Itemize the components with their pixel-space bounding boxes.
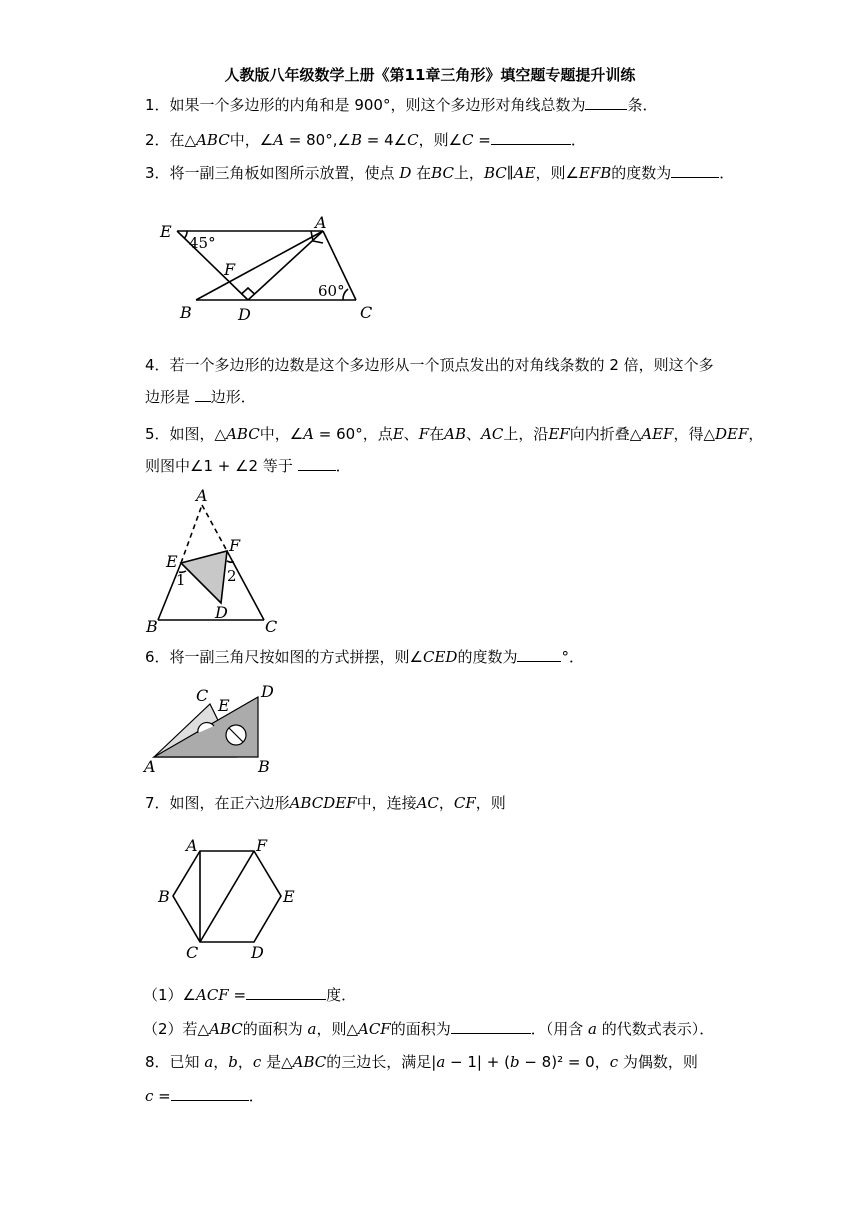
answer-blank-2[interactable] bbox=[491, 130, 571, 145]
fig7-E: E bbox=[283, 887, 295, 906]
q7-cf: CF bbox=[453, 794, 476, 812]
fig7-C: C bbox=[186, 943, 199, 962]
q8-t5: 的三边长，满足| bbox=[326, 1053, 437, 1071]
fig5-two: 2 bbox=[227, 567, 237, 585]
q7s1-t3: 度． bbox=[326, 986, 357, 1004]
q2-t1: 在△ bbox=[169, 131, 197, 149]
answer-blank-8[interactable] bbox=[171, 1086, 249, 1101]
q2-t3: = 80°,∠ bbox=[284, 131, 351, 149]
q3-num: 3． bbox=[145, 164, 170, 182]
fig3-E: E bbox=[160, 222, 172, 241]
q5-t5: 在 bbox=[429, 425, 445, 443]
q5-t6: 、 bbox=[465, 425, 481, 443]
q7-num: 7． bbox=[145, 794, 170, 812]
q8-b: b bbox=[228, 1053, 238, 1071]
fig5-C: C bbox=[265, 617, 278, 636]
figure-3-triangle-boards bbox=[150, 212, 390, 327]
answer-blank-6[interactable] bbox=[517, 647, 561, 662]
question-5-line-2 bbox=[145, 455, 725, 477]
fig3-B: B bbox=[180, 303, 192, 322]
q5-line2b: ． bbox=[335, 457, 351, 475]
q5-t10: ， bbox=[748, 425, 764, 443]
question-3 bbox=[145, 162, 735, 184]
q8-expr1: a bbox=[436, 1053, 446, 1071]
q8-t3: ， bbox=[237, 1053, 253, 1071]
q8-c2: c bbox=[609, 1053, 619, 1071]
q8-num: 8． bbox=[145, 1053, 170, 1071]
question-7 bbox=[145, 792, 725, 814]
answer-blank-4[interactable] bbox=[195, 387, 211, 402]
q8-t2: ， bbox=[213, 1053, 229, 1071]
q6-t2: 的度数为 bbox=[457, 648, 518, 666]
q7s2-a: a bbox=[307, 1020, 317, 1038]
fig6-A: A bbox=[144, 757, 156, 776]
q8-expr2: b bbox=[509, 1053, 520, 1071]
q7s2-t4: 的面积为 bbox=[390, 1020, 451, 1038]
question-8-line-2: c = ． bbox=[145, 1087, 264, 1105]
q5-num: 5． bbox=[145, 425, 170, 443]
q3-t6: ． bbox=[719, 164, 735, 182]
q5-t9: ，得△ bbox=[673, 425, 715, 443]
q2-t6: = bbox=[473, 131, 491, 149]
q7s2-t1: （2）若△ bbox=[143, 1020, 210, 1038]
fig7-A: A bbox=[186, 836, 198, 855]
q1-t1: 如果一个多边形的内角和是 900°，则这个多边形对角线总数为 bbox=[169, 96, 586, 114]
q7-t1: 如图，在正六边形 bbox=[169, 794, 290, 812]
q8-abc: ABC bbox=[292, 1053, 327, 1071]
fig3-A: A bbox=[315, 213, 327, 232]
fig3-F: F bbox=[224, 260, 236, 279]
q4-line2b: 边形． bbox=[210, 388, 256, 406]
q7s2-t5: ．（用含 bbox=[530, 1020, 589, 1038]
q7-t3: ， bbox=[438, 794, 454, 812]
q5-line2a: 则图中∠1 + ∠2 等于 bbox=[145, 457, 298, 475]
q5-ab: AB bbox=[444, 425, 466, 443]
page-title: 人教版八年级数学上册《第11章三角形》填空题专题提升训练 bbox=[224, 66, 636, 84]
question-7-part-2 bbox=[143, 1018, 723, 1040]
q7s1-t1: （1）∠ bbox=[143, 986, 196, 1004]
q7s2-abc: ABC bbox=[209, 1020, 243, 1038]
q3-t3: 上， bbox=[453, 164, 484, 182]
q5-e: E bbox=[392, 425, 404, 443]
fig7-F: F bbox=[256, 836, 268, 855]
question-4-line-1: 4．若一个多边形的边数是这个多边形从一个顶点发出的对角线条数的 2 倍，则这个多 bbox=[145, 356, 714, 374]
fig7-D: D bbox=[251, 943, 264, 962]
q7-t4: ，则 bbox=[475, 794, 506, 812]
q4-line2a: 边形是 bbox=[145, 388, 195, 406]
answer-blank-3[interactable] bbox=[671, 163, 719, 178]
fig5-D: D bbox=[215, 603, 228, 622]
q8-t4: 是△ bbox=[261, 1053, 293, 1071]
question-1 bbox=[145, 94, 725, 116]
q7s2-t6: 的代数式表示）． bbox=[596, 1020, 715, 1038]
q2-a: A bbox=[273, 131, 285, 149]
q2-t4: = 4∠ bbox=[361, 131, 408, 149]
answer-blank-7-2[interactable] bbox=[451, 1019, 531, 1034]
figure-6-set-squares bbox=[140, 682, 290, 777]
fig6-E: E bbox=[218, 696, 230, 715]
fig3-D: D bbox=[238, 305, 251, 324]
question-4-line-2 bbox=[145, 386, 725, 408]
figure-5-folded-triangle bbox=[140, 485, 290, 635]
q2-c: C bbox=[407, 131, 419, 149]
q6-t3: °． bbox=[561, 648, 584, 666]
q3-t1: 将一副三角板如图所示放置，使点 bbox=[169, 164, 400, 182]
q5-t4: 、 bbox=[403, 425, 419, 443]
fig6-D: D bbox=[261, 682, 274, 701]
q5-ac: AC bbox=[481, 425, 504, 443]
question-8-line-1 bbox=[145, 1051, 725, 1073]
q8-t1: 已知 bbox=[169, 1053, 205, 1071]
q5-t7: 上，沿 bbox=[503, 425, 549, 443]
answer-blank-1[interactable] bbox=[585, 95, 627, 110]
fig7-B: B bbox=[158, 887, 170, 906]
q5-t2: 中，∠ bbox=[259, 425, 304, 443]
q2-abc: ABC bbox=[196, 131, 230, 149]
q8-line2a: c bbox=[145, 1087, 154, 1105]
q7-t2: 中，连接 bbox=[356, 794, 417, 812]
fig3-a45: 45° bbox=[189, 234, 216, 252]
question-5-line-1 bbox=[145, 423, 764, 445]
fig5-F: F bbox=[229, 536, 241, 555]
q6-t1: 将一副三角尺按如图的方式拼摆，则∠ bbox=[169, 648, 423, 666]
q3-efb: EFB bbox=[578, 164, 612, 182]
q8-t7: − 8)² = 0， bbox=[519, 1053, 610, 1071]
figure-7-regular-hexagon bbox=[150, 832, 300, 962]
q7s2-t2: 的面积为 bbox=[242, 1020, 308, 1038]
fig5-B: B bbox=[146, 617, 158, 636]
q5-t1: 如图，△ bbox=[169, 425, 227, 443]
q3-bc: BC bbox=[431, 164, 454, 182]
q8-c: c bbox=[252, 1053, 262, 1071]
q3-t2: 在 bbox=[411, 164, 432, 182]
q1-num: 1． bbox=[145, 96, 170, 114]
q2-num: 2． bbox=[145, 131, 170, 149]
fig3-a60: 60° bbox=[318, 282, 345, 300]
q8-line2b: = bbox=[153, 1087, 171, 1105]
q3-d: D bbox=[399, 164, 412, 182]
q5-f: F bbox=[418, 425, 430, 443]
q2-c2: C bbox=[462, 131, 474, 149]
q7s1-acf: ACF bbox=[196, 986, 229, 1004]
question-2 bbox=[145, 129, 725, 151]
fig5-one: 1 bbox=[176, 571, 186, 589]
q2-t2: 中，∠ bbox=[229, 131, 274, 149]
q7-ac: AC bbox=[416, 794, 439, 812]
answer-blank-5[interactable] bbox=[298, 456, 336, 471]
q6-ced: CED bbox=[423, 648, 458, 666]
fig5-E: E bbox=[166, 552, 178, 571]
q2-t5: ，则∠ bbox=[418, 131, 463, 149]
q8-a: a bbox=[204, 1053, 214, 1071]
question-6 bbox=[145, 646, 725, 668]
answer-blank-7-1[interactable] bbox=[246, 985, 326, 1000]
q8-t8: 为偶数，则 bbox=[618, 1053, 698, 1071]
fig6-B: B bbox=[258, 757, 270, 776]
q2-b: B bbox=[350, 131, 362, 149]
q6-num: 6． bbox=[145, 648, 170, 666]
q5-t8: 向内折叠△ bbox=[569, 425, 642, 443]
q5-t3: = 60°，点 bbox=[314, 425, 393, 443]
q5-abc: ABC bbox=[226, 425, 260, 443]
q2-t7: ． bbox=[570, 131, 586, 149]
q5-ef: EF bbox=[548, 425, 570, 443]
q7s1-t2: = bbox=[228, 986, 247, 1004]
q8-t6: − 1| + ( bbox=[445, 1053, 510, 1071]
q7-abcdef: ABCDEF bbox=[289, 794, 357, 812]
q3-t4: ，则∠ bbox=[535, 164, 579, 182]
q5-aef: AEF bbox=[641, 425, 674, 443]
q7s2-t3: ，则△ bbox=[316, 1020, 358, 1038]
q3-t5: 的度数为 bbox=[611, 164, 672, 182]
question-7-part-1 bbox=[143, 984, 723, 1006]
q5-def: DEF bbox=[714, 425, 749, 443]
fig5-A: A bbox=[196, 486, 208, 505]
q1-t2: 条． bbox=[627, 96, 658, 114]
q7s2-acf: ACF bbox=[358, 1020, 391, 1038]
q3-bcae: BC∥AE bbox=[483, 164, 536, 182]
q5-a: A bbox=[303, 425, 315, 443]
fig6-C: C bbox=[196, 686, 209, 705]
q7s2-a2: a bbox=[588, 1020, 597, 1038]
fig3-C: C bbox=[360, 303, 373, 322]
